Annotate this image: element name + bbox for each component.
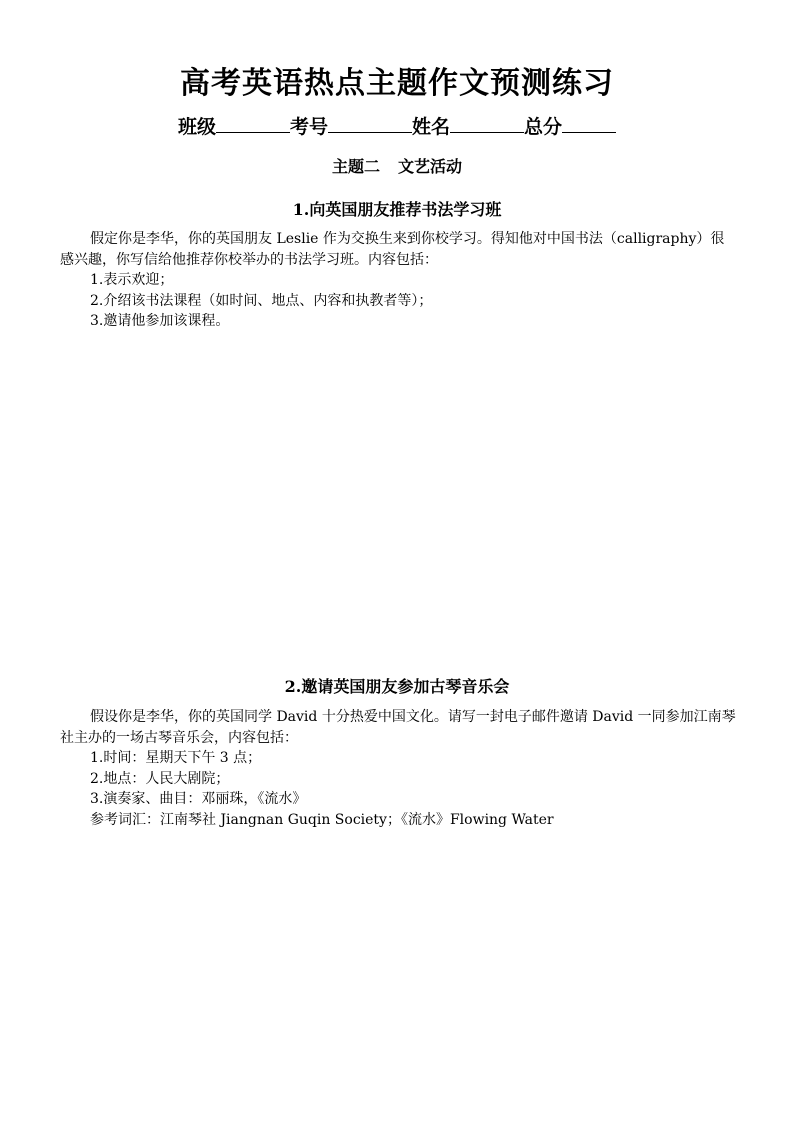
section1-item: 2.介绍该书法课程（如时间、地点、内容和执教者等）； (90, 292, 433, 309)
section2-title: 2.邀请英国朋友参加古琴音乐会 (284, 677, 510, 696)
number-label: 考号 (289, 116, 328, 138)
section1-body (60, 229, 736, 332)
section2-vocab: 参考词汇：江南琴社 Jiangnan Guqin Society；《流水》Flowing Water (90, 811, 554, 828)
section2-item: 1.时间：星期天下午 3 点； (90, 750, 262, 766)
section1-item: 1.表示欢迎； (90, 272, 174, 288)
score-label: 总分 (524, 116, 563, 138)
section1-intro: 假定你是李华，你的英国朋友 Leslie 作为交换生来到你校学习。得知他对中国书法（calligraphy）很感兴趣，你写信给他推荐你校举办的书法学习班。内容包括： (60, 231, 725, 268)
section1-title: 1.向英国朋友推荐书法学习班 (292, 200, 502, 219)
section1-item: 3.邀请他参加该课程。 (90, 313, 230, 329)
name-label: 姓名 (412, 116, 451, 138)
name-blank (450, 116, 524, 133)
class-blank (216, 116, 290, 133)
class-label: 班级 (177, 116, 216, 138)
section2-intro: 假设你是李华，你的英国同学 David 十分热爱中国文化。请写一封电子邮件邀请 David 一同参加江南琴社主办的一场古琴音乐会，内容包括： (60, 709, 736, 746)
topic-name: 文艺活动 (398, 157, 463, 176)
number-blank (328, 116, 412, 133)
section2-body (60, 707, 736, 830)
student-info-row (0, 112, 794, 139)
topic-label: 主题二 (331, 157, 380, 176)
section2-item: 2.地点：人民大剧院； (90, 770, 230, 787)
section2-item: 3.演奏家、曲目：邓丽珠，《流水》 (90, 791, 307, 807)
page-title: 高考英语热点主题作文预测练习 (180, 66, 614, 101)
topic-heading (0, 154, 794, 177)
score-blank (562, 116, 616, 133)
